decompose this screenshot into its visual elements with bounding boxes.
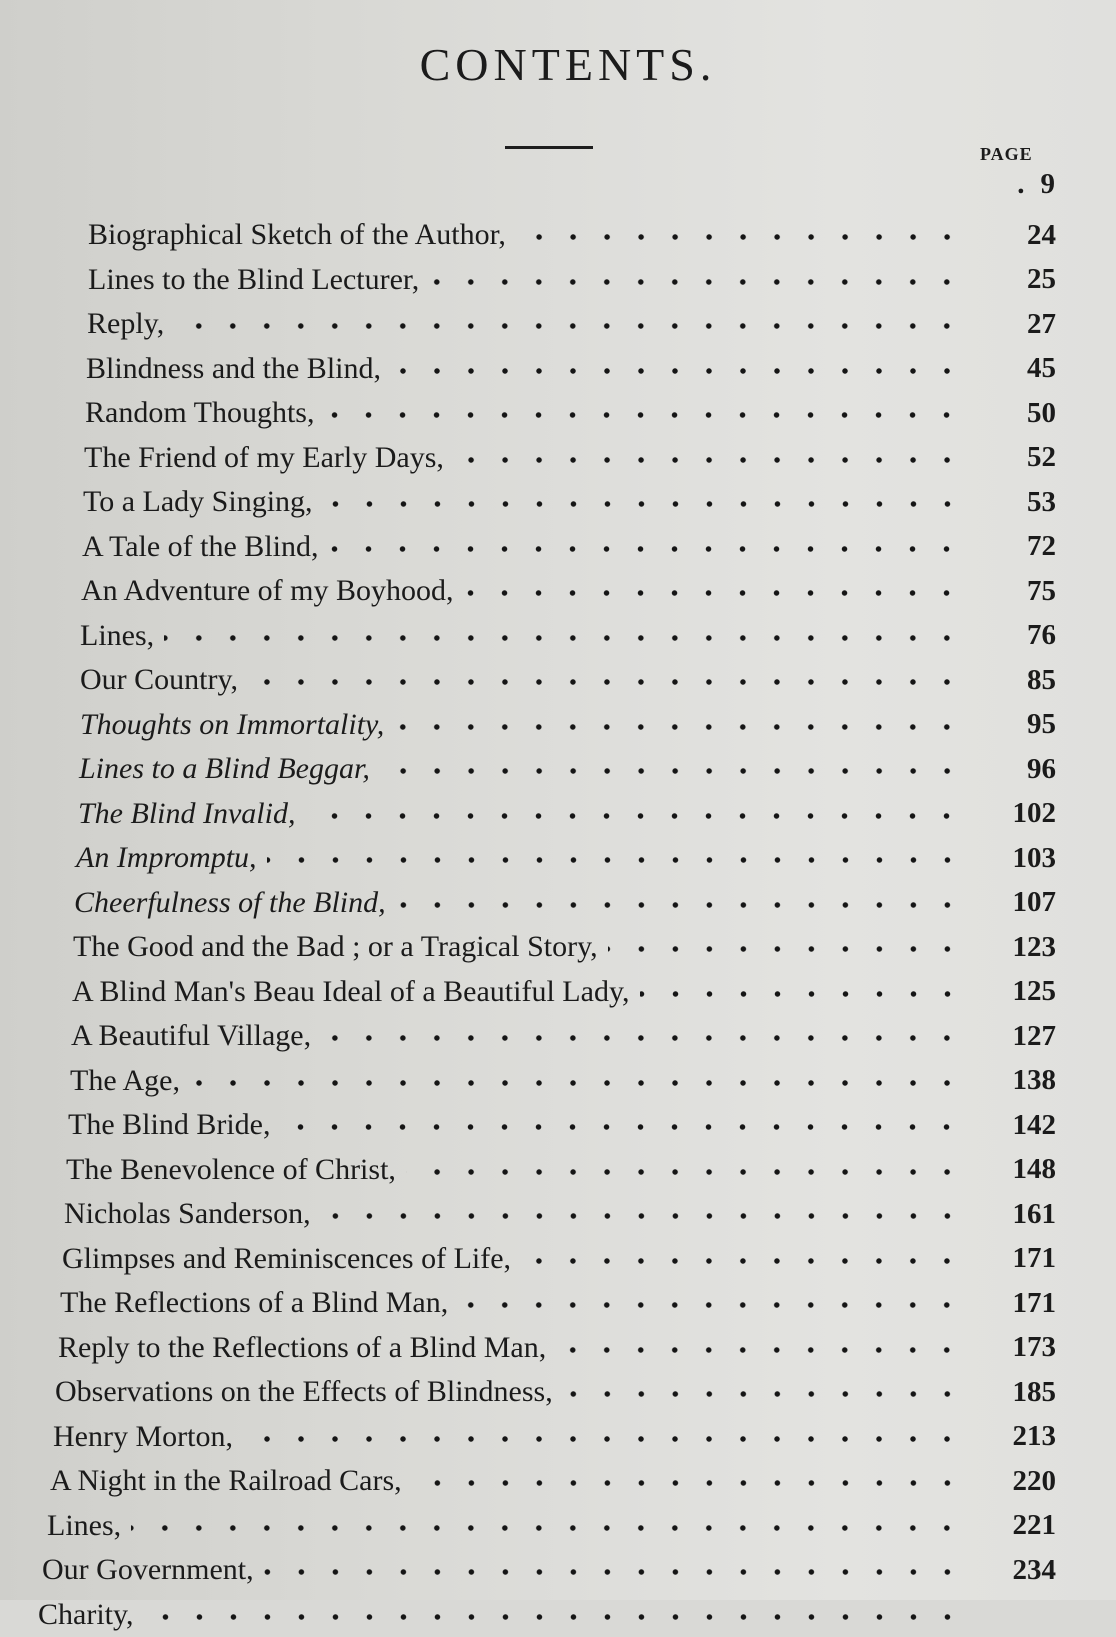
dot-leader	[280, 1112, 964, 1142]
toc-entry-title: Charity,	[38, 1598, 144, 1632]
dot-leader	[324, 400, 964, 430]
dot-leader	[391, 356, 964, 386]
toc-entry	[0, 391, 1116, 436]
toc-entry-page: 138	[964, 1064, 1056, 1097]
dot-leader	[305, 801, 964, 831]
toc-entry-page: 27	[964, 308, 1056, 341]
first-page-number-value: 9	[1041, 168, 1056, 200]
toc-entry-page: 53	[964, 486, 1056, 519]
toc-entry-page: 142	[964, 1109, 1056, 1142]
toc-entry-title: The Friend of my Early Days,	[84, 441, 454, 475]
toc-entry-page: 50	[964, 397, 1056, 430]
toc-entry	[0, 658, 1116, 703]
toc-entry	[0, 1014, 1116, 1059]
dot-leader	[131, 1513, 964, 1543]
toc-entry-page: 95	[964, 708, 1056, 741]
toc-entry-title: An Impromptu,	[76, 841, 267, 875]
dot-leader	[640, 979, 965, 1009]
toc-entry	[0, 436, 1116, 481]
toc-entry-page: 52	[964, 441, 1056, 474]
toc-entry	[0, 1504, 1116, 1549]
toc-entry-title: The Good and the Bad ; or a Tragical Story,	[73, 930, 608, 964]
toc-entry	[0, 1192, 1116, 1237]
toc-entry	[0, 1370, 1116, 1415]
toc-entry	[0, 881, 1116, 926]
toc-entry-page: 103	[964, 842, 1056, 875]
toc-entry-title: The Reflections of a Blind Man,	[60, 1286, 458, 1320]
dot-leader	[412, 1468, 964, 1498]
toc-entry-title: The Benevolence of Christ,	[66, 1153, 406, 1187]
dot-leader	[463, 578, 964, 608]
first-page-number	[955, 168, 1055, 201]
toc-entry-title: The Blind Invalid,	[78, 797, 305, 831]
dot-leader	[323, 489, 964, 519]
toc-entry	[0, 1326, 1116, 1371]
toc-entry	[0, 1059, 1116, 1104]
contents-heading: CONTENTS.	[0, 38, 1116, 91]
heading-rule	[505, 146, 593, 149]
dot-leader	[556, 1335, 964, 1365]
toc-entry-title: Thoughts on Immortality,	[80, 708, 394, 742]
toc-entry-page: 148	[964, 1153, 1056, 1186]
toc-entry-page: 220	[964, 1465, 1056, 1498]
toc-entry	[0, 1103, 1116, 1148]
toc-entry-title: Lines,	[47, 1509, 131, 1543]
toc-entry	[0, 614, 1116, 659]
contents-list	[0, 213, 1116, 1637]
dot-leader	[380, 756, 964, 786]
dot-leader	[394, 712, 964, 742]
toc-entry	[0, 703, 1116, 748]
toc-entry-title: Our Country,	[80, 663, 248, 697]
toc-entry-page: 107	[964, 886, 1056, 919]
toc-entry-page: 221	[964, 1509, 1056, 1542]
toc-entry-page: 24	[964, 219, 1056, 252]
toc-entry-page: 171	[964, 1287, 1056, 1320]
toc-entry-page: 45	[964, 352, 1056, 385]
toc-entry-page: 185	[964, 1376, 1056, 1409]
toc-entry-title: A Night in the Railroad Cars,	[50, 1464, 412, 1498]
dot-leader	[321, 1201, 964, 1231]
toc-entry-title: A Blind Man's Beau Ideal of a Beautiful Lady,	[72, 975, 640, 1009]
toc-entry	[0, 213, 1116, 258]
toc-entry-title: Random Thoughts,	[85, 396, 324, 430]
toc-entry	[0, 747, 1116, 792]
dot-leader	[608, 934, 964, 964]
toc-entry-title: Blindness and the Blind,	[86, 352, 391, 386]
toc-entry	[0, 925, 1116, 970]
dot-leader	[521, 1246, 964, 1276]
toc-entry-title: The Age,	[70, 1064, 190, 1098]
toc-entry-page: 102	[964, 797, 1056, 830]
dot-leader	[396, 890, 964, 920]
toc-entry-title: Lines,	[80, 619, 164, 653]
dot-leader	[454, 445, 964, 475]
toc-entry	[0, 525, 1116, 570]
toc-entry-page: 72	[964, 530, 1056, 563]
toc-entry-title: Reply,	[87, 307, 174, 341]
toc-entry-title: Nicholas Sanderson,	[64, 1197, 321, 1231]
toc-entry-page: 161	[964, 1198, 1056, 1231]
dot-leader	[516, 222, 964, 252]
page-column-label: PAGE	[980, 144, 1033, 165]
toc-entry-page: 96	[964, 753, 1056, 786]
toc-entry-title: The Blind Bride,	[68, 1108, 280, 1142]
first-leader-dot: .	[1017, 168, 1024, 200]
dot-leader	[458, 1290, 964, 1320]
toc-entry-page: 76	[964, 619, 1056, 652]
toc-entry-title: Reply to the Reflections of a Blind Man,	[58, 1331, 556, 1365]
toc-entry-page: 213	[964, 1420, 1056, 1453]
dot-leader	[164, 623, 964, 653]
toc-entry	[0, 836, 1116, 881]
toc-entry-title: An Adventure of my Boyhood,	[81, 574, 463, 608]
toc-entry-title: Glimpses and Reminiscences of Life,	[62, 1242, 521, 1276]
toc-entry-title: A Beautiful Village,	[71, 1019, 321, 1053]
dot-leader	[264, 1557, 964, 1587]
toc-entry	[0, 1593, 1116, 1637]
toc-entry	[0, 569, 1116, 614]
toc-entry	[0, 970, 1116, 1015]
dot-leader	[248, 667, 964, 697]
toc-entry-page: 125	[964, 975, 1056, 1008]
dot-leader	[243, 1424, 964, 1454]
toc-entry-page: 234	[964, 1554, 1056, 1587]
toc-entry-title: Observations on the Effects of Blindness,	[55, 1375, 563, 1409]
dot-leader	[429, 267, 964, 297]
toc-entry-title: Cheerfulness of the Blind,	[74, 886, 396, 920]
dot-leader	[190, 1068, 964, 1098]
toc-entry-title: To a Lady Singing,	[83, 485, 323, 519]
toc-entry-page: 75	[964, 575, 1056, 608]
dot-leader	[174, 311, 964, 341]
toc-entry	[0, 347, 1116, 392]
toc-entry	[0, 1548, 1116, 1593]
toc-entry	[0, 1459, 1116, 1504]
toc-entry-page: 123	[964, 931, 1056, 964]
toc-entry-page: 85	[964, 664, 1056, 697]
toc-entry-title: A Tale of the Blind,	[82, 530, 328, 564]
dot-leader	[321, 1023, 964, 1053]
toc-entry-page: 25	[964, 263, 1056, 296]
toc-entry-title: Lines to a Blind Beggar,	[79, 752, 380, 786]
toc-entry	[0, 1281, 1116, 1326]
toc-entry-title: Biographical Sketch of the Author,	[88, 218, 516, 252]
dot-leader	[328, 534, 964, 564]
dot-leader	[563, 1379, 964, 1409]
toc-entry-page: 171	[964, 1242, 1056, 1275]
toc-entry-page: 127	[964, 1020, 1056, 1053]
toc-entry	[0, 1237, 1116, 1282]
toc-entry-title: Henry Morton,	[53, 1420, 243, 1454]
toc-entry	[0, 302, 1116, 347]
toc-entry	[0, 1148, 1116, 1193]
toc-entry-page: 173	[964, 1331, 1056, 1364]
toc-entry	[0, 792, 1116, 837]
dot-leader	[144, 1602, 964, 1632]
toc-entry	[0, 258, 1116, 303]
dot-leader	[267, 845, 964, 875]
dot-leader	[406, 1157, 964, 1187]
toc-entry-title: Lines to the Blind Lecturer,	[88, 263, 429, 297]
toc-entry	[0, 480, 1116, 525]
toc-entry-title: Our Government,	[42, 1553, 264, 1587]
toc-entry	[0, 1415, 1116, 1460]
